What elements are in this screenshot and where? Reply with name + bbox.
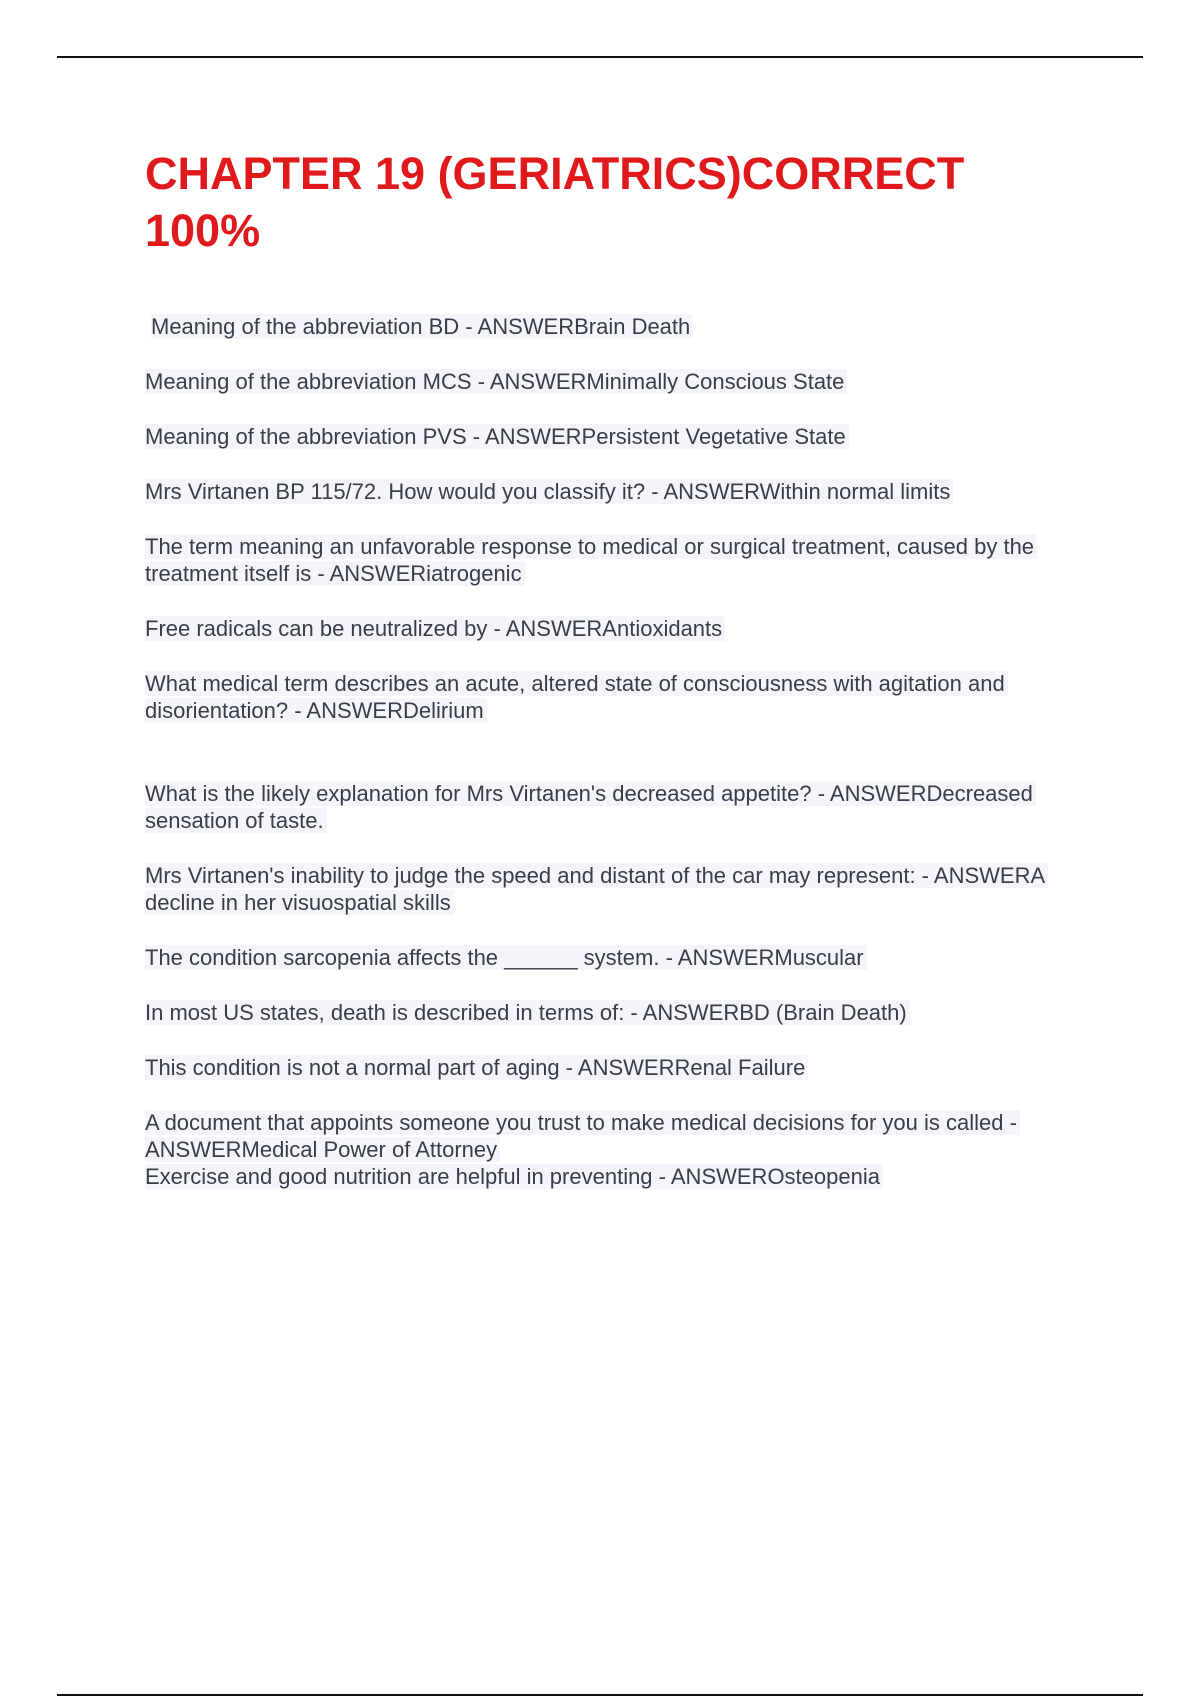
qa-item (145, 862, 1065, 916)
qa-item (145, 944, 1065, 971)
qa-text: Meaning of the abbreviation PVS - ANSWERPersistent Vegetative State (145, 424, 849, 449)
qa-text: The condition sarcopenia affects the ______ system. - ANSWERMuscular (145, 945, 867, 970)
qa-item (145, 780, 1065, 834)
bottom-rule (57, 1694, 1143, 1696)
qa-item (145, 615, 1065, 642)
qa-item (145, 999, 1065, 1026)
top-rule (57, 56, 1143, 58)
qa-item (145, 313, 1065, 340)
qa-item (145, 533, 1065, 587)
qa-text: Meaning of the abbreviation BD - ANSWERBrain Death (151, 314, 693, 339)
qa-text: A document that appoints someone you trust to make medical decisions for you is called - ANSWERMedical Power of Attorney (145, 1110, 1020, 1162)
qa-text: Free radicals can be neutralized by - ANSWERAntioxidants (145, 616, 725, 641)
qa-text: Mrs Virtanen BP 115/72. How would you classify it? - ANSWERWithin normal limits (145, 479, 953, 504)
qa-item (145, 1054, 1065, 1081)
qa-item (145, 670, 1065, 724)
qa-item (145, 478, 1065, 505)
qa-text: What is the likely explanation for Mrs Virtanen's decreased appetite? - ANSWERDecreased sensation of taste. (145, 781, 1036, 833)
qa-text: Mrs Virtanen's inability to judge the speed and distant of the car may represent: - ANSWERA decline in her visuospatial skills (145, 863, 1048, 915)
qa-item (145, 368, 1065, 395)
qa-text: Meaning of the abbreviation MCS - ANSWERMinimally Conscious State (145, 369, 847, 394)
qa-list (145, 313, 1065, 1190)
qa-text: This condition is not a normal part of aging - ANSWERRenal Failure (145, 1055, 808, 1080)
qa-text: Exercise and good nutrition are helpful in preventing - ANSWEROsteopenia (145, 1164, 883, 1189)
qa-item (145, 1109, 1065, 1163)
qa-text: What medical term describes an acute, altered state of consciousness with agitation and disorientation? - ANSWERDelirium (145, 671, 1008, 723)
qa-text: The term meaning an unfavorable response to medical or surgical treatment, caused by the treatment itself is - ANSWERiatrogenic (145, 534, 1037, 586)
document-title: CHAPTER 19 (GERIATRICS)CORRECT 100% (145, 148, 965, 256)
document-body (145, 145, 1065, 1218)
qa-text: In most US states, death is described in terms of: - ANSWERBD (Brain Death) (145, 1000, 910, 1025)
qa-item (145, 1163, 1065, 1190)
qa-item (145, 423, 1065, 450)
